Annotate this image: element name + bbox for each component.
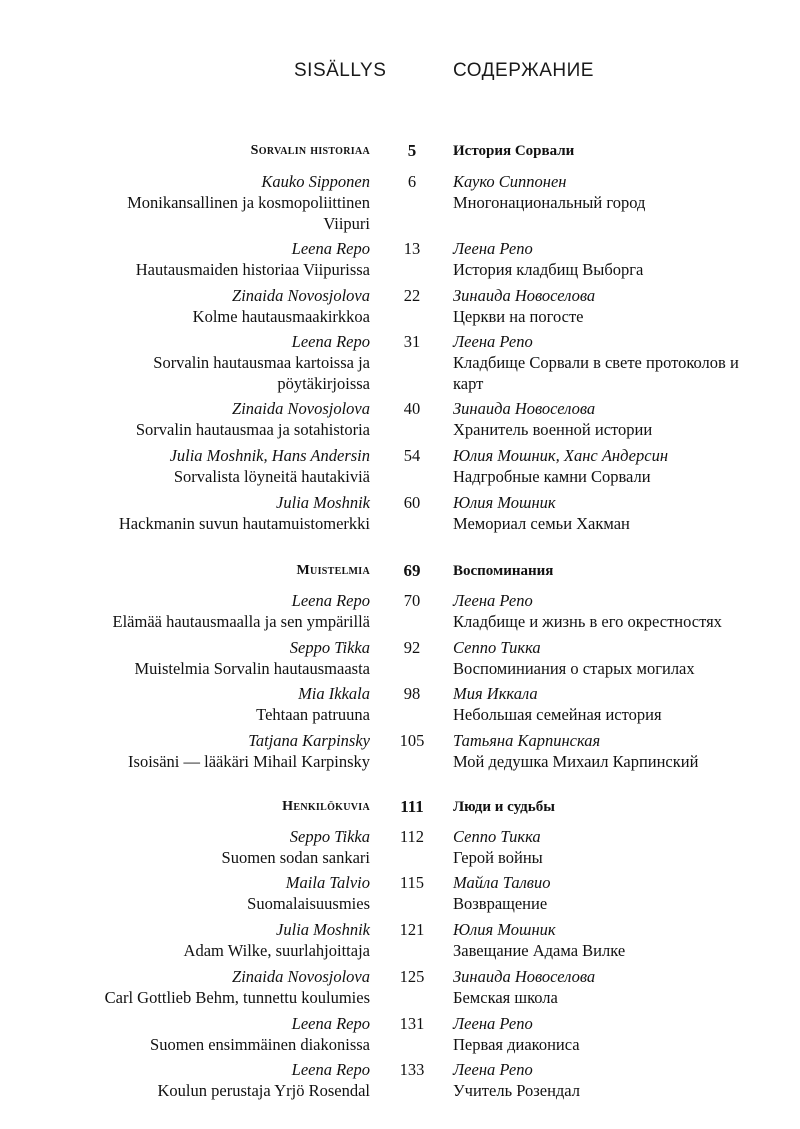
article-title-finnish: Adam Wilke, suurlahjoittaja bbox=[183, 941, 370, 960]
article-title-finnish: Isoisäni — lääkäri Mihail Karpinsky bbox=[128, 752, 370, 771]
section-heading bbox=[0, 799, 800, 821]
article-title-russian: Хранитель военной истории bbox=[453, 420, 653, 439]
entry-finnish bbox=[70, 445, 370, 487]
author-russian: Леена Репо bbox=[453, 1014, 533, 1033]
article-title-russian: Надгробные камни Сорвали bbox=[453, 467, 651, 486]
section-page-number: 111 bbox=[400, 797, 424, 816]
section-heading bbox=[0, 563, 800, 585]
entry-page-number: 6 bbox=[407, 172, 417, 191]
article-title-finnish: Sorvalin hautausmaa ja sotahistoria bbox=[135, 420, 370, 439]
author-russian: Зинаида Новоселова bbox=[453, 967, 596, 986]
author-finnish: Julia Moshnik bbox=[276, 493, 370, 512]
entry-russian bbox=[453, 919, 783, 961]
author-russian: Татьяна Карпинская bbox=[453, 731, 601, 750]
article-title-finnish: Suomalaisuusmies bbox=[247, 894, 370, 913]
entry-finnish bbox=[70, 826, 370, 868]
entry-page-number: 22 bbox=[403, 286, 421, 305]
article-title-russian: Церкви на погосте bbox=[453, 307, 584, 326]
entry-page-number: 133 bbox=[399, 1060, 425, 1079]
author-finnish: Zinaida Novosjolova bbox=[232, 286, 370, 305]
entry-finnish bbox=[70, 730, 370, 772]
author-russian: Зинаида Новоселова bbox=[453, 399, 596, 418]
author-russian: Юлия Мошник, Ханс Андерсин bbox=[453, 446, 668, 465]
entry-russian bbox=[453, 171, 783, 213]
author-finnish: Leena Repo bbox=[291, 1060, 370, 1079]
entry-russian bbox=[453, 826, 783, 868]
article-title-finnish: Elämää hautausmaalla ja sen ympärillä bbox=[112, 612, 370, 631]
entry-finnish bbox=[70, 872, 370, 914]
entry-finnish bbox=[88, 331, 370, 394]
author-finnish: Zinaida Novosjolova bbox=[232, 967, 370, 986]
entry-page-number: 54 bbox=[403, 446, 421, 465]
article-title-russian: Многонациональный город bbox=[453, 193, 646, 212]
section-page-number: 5 bbox=[407, 141, 417, 160]
entry-finnish bbox=[70, 492, 370, 534]
entry-russian bbox=[453, 1059, 783, 1101]
article-title-finnish: Tehtaan patruuna bbox=[256, 705, 370, 724]
section-title-russian: Воспоминания bbox=[453, 563, 554, 579]
entry-russian bbox=[453, 445, 783, 487]
entry-page-number: 98 bbox=[403, 684, 421, 703]
author-russian: Зинаида Новоселова bbox=[453, 286, 596, 305]
author-finnish: Mia Ikkala bbox=[298, 684, 370, 703]
entry-finnish bbox=[70, 398, 370, 440]
author-russian: Юлия Мошник bbox=[453, 493, 556, 512]
entry-russian bbox=[453, 285, 783, 327]
entry-russian bbox=[453, 872, 783, 914]
section-heading bbox=[0, 143, 800, 165]
author-russian: Мия Иккала bbox=[453, 684, 538, 703]
article-title-russian: Завещание Адама Вилке bbox=[453, 941, 626, 960]
entry-finnish bbox=[70, 1013, 370, 1055]
article-title-russian: Небольшая семейная история bbox=[453, 705, 662, 724]
author-finnish: Kauko Sipponen bbox=[261, 172, 370, 191]
section-title-finnish: Muistelmia bbox=[296, 563, 370, 578]
article-title-russian: Воспоминиания о старых могилах bbox=[453, 659, 695, 678]
entry-page-number: 60 bbox=[403, 493, 421, 512]
entry-finnish bbox=[70, 966, 370, 1008]
entry-page-number: 131 bbox=[399, 1014, 425, 1033]
article-title-finnish: Hautausmaiden historiaa Viipurissa bbox=[135, 260, 370, 279]
page-title-russian: СОДЕРЖАНИЕ bbox=[453, 60, 594, 81]
article-title-russian: Учитель Розендал bbox=[453, 1081, 581, 1100]
author-finnish: Leena Repo bbox=[291, 1014, 370, 1033]
entry-page-number: 40 bbox=[403, 399, 421, 418]
author-russian: Леена Репо bbox=[453, 1060, 533, 1079]
entry-russian bbox=[453, 590, 783, 632]
author-finnish: Seppo Tikka bbox=[289, 827, 370, 846]
entry-finnish bbox=[70, 637, 370, 679]
author-finnish: Leena Repo bbox=[291, 332, 370, 351]
entry-finnish bbox=[70, 285, 370, 327]
author-finnish: Julia Moshnik bbox=[276, 920, 370, 939]
author-russian: Майла Талвио bbox=[453, 873, 551, 892]
article-title-finnish: Suomen sodan sankari bbox=[221, 848, 370, 867]
article-title-russian: Возвращение bbox=[453, 894, 548, 913]
author-russian: Леена Репо bbox=[453, 332, 533, 351]
entry-russian bbox=[453, 492, 783, 534]
entry-page-number: 112 bbox=[399, 827, 425, 846]
author-russian: Леена Репо bbox=[453, 591, 533, 610]
author-finnish: Maila Talvio bbox=[285, 873, 370, 892]
author-finnish: Tatjana Karpinsky bbox=[248, 731, 370, 750]
section-title-finnish: Sorvalin historiaa bbox=[250, 143, 370, 158]
entry-page-number: 13 bbox=[403, 239, 421, 258]
entry-russian bbox=[453, 637, 783, 679]
entry-russian bbox=[453, 398, 783, 440]
article-title-finnish: Sorvalista löyneitä hautakiviä bbox=[173, 467, 370, 486]
author-russian: Сеппо Тикка bbox=[453, 638, 541, 657]
entry-russian bbox=[453, 730, 783, 772]
author-finnish: Leena Repo bbox=[291, 239, 370, 258]
entry-finnish bbox=[88, 171, 370, 234]
article-title-russian: Мемориал семьи Хакман bbox=[453, 514, 630, 533]
entry-russian bbox=[453, 966, 783, 1008]
author-russian: Сеппо Тикка bbox=[453, 827, 541, 846]
entry-finnish bbox=[70, 1059, 370, 1101]
entry-finnish bbox=[70, 919, 370, 961]
entry-finnish bbox=[70, 590, 370, 632]
article-title-finnish: Muistelmia Sorvalin hautausmaasta bbox=[134, 659, 370, 678]
entry-page-number: 92 bbox=[403, 638, 421, 657]
author-finnish: Julia Moshnik, Hans Andersin bbox=[169, 446, 370, 465]
entry-russian bbox=[453, 1013, 783, 1055]
article-title-russian: Кладбище Сорвали в свете протоколов и карт bbox=[453, 353, 739, 393]
article-title-finnish: Hackmanin suvun hautamuistomerkki bbox=[118, 514, 370, 533]
entry-page-number: 105 bbox=[399, 731, 425, 750]
author-russian: Леена Репо bbox=[453, 239, 533, 258]
entry-page-number: 115 bbox=[399, 873, 425, 892]
section-title-russian: Люди и судьбы bbox=[453, 799, 555, 815]
author-russian: Кауко Сиппонен bbox=[453, 172, 567, 191]
article-title-finnish: Carl Gottlieb Behm, tunnettu koulumies bbox=[104, 988, 370, 1007]
entry-russian bbox=[453, 683, 783, 725]
author-finnish: Leena Repo bbox=[291, 591, 370, 610]
article-title-finnish: Monikansallinen ja kosmopoliittinen Viipuri bbox=[127, 193, 370, 233]
entry-page-number: 121 bbox=[399, 920, 425, 939]
entry-russian bbox=[453, 238, 783, 280]
author-finnish: Seppo Tikka bbox=[289, 638, 370, 657]
section-title-russian: История Сорвали bbox=[453, 143, 575, 159]
article-title-russian: Герой войны bbox=[453, 848, 543, 867]
article-title-russian: Бемская школа bbox=[453, 988, 558, 1007]
entry-page-number: 31 bbox=[403, 332, 421, 351]
article-title-finnish: Suomen ensimmäinen diakonissa bbox=[150, 1035, 370, 1054]
article-title-finnish: Sorvalin hautausmaa kartoissa ja pöytäkirjoissa bbox=[153, 353, 370, 393]
page-title-finnish: SISÄLLYS bbox=[294, 60, 387, 81]
article-title-russian: Кладбище и жизнь в его окрестностях bbox=[453, 612, 722, 631]
section-page-number: 69 bbox=[403, 561, 421, 580]
entry-finnish bbox=[70, 238, 370, 280]
author-russian: Юлия Мошник bbox=[453, 920, 556, 939]
entry-page-number: 125 bbox=[399, 967, 425, 986]
article-title-russian: Первая диакониса bbox=[453, 1035, 580, 1054]
article-title-russian: История кладбищ Выборга bbox=[453, 260, 644, 279]
article-title-finnish: Kolme hautausmaakirkkoa bbox=[192, 307, 370, 326]
entry-russian bbox=[453, 331, 773, 394]
article-title-finnish: Koulun perustaja Yrjö Rosendal bbox=[157, 1081, 370, 1100]
entry-finnish bbox=[70, 683, 370, 725]
author-finnish: Zinaida Novosjolova bbox=[232, 399, 370, 418]
section-title-finnish: Henkilökuvia bbox=[282, 799, 370, 814]
entry-page-number: 70 bbox=[403, 591, 421, 610]
article-title-russian: Мой дедушка Михаил Карпинский bbox=[453, 752, 699, 771]
